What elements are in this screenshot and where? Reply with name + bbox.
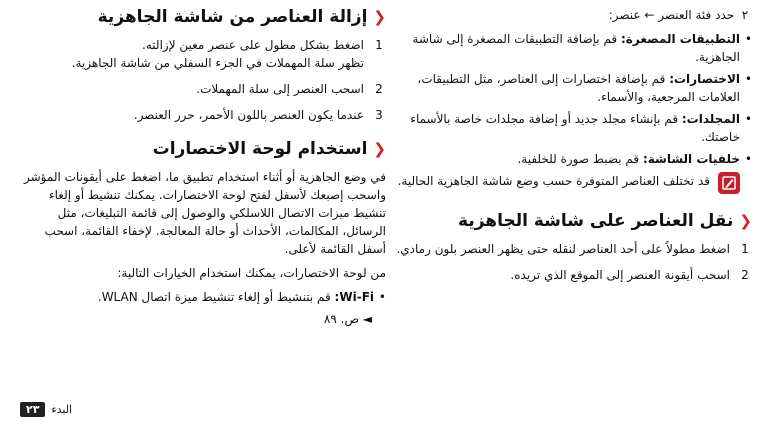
section-label: البدء <box>51 403 73 416</box>
page-number: ٢٣ <box>20 402 45 417</box>
list-item: • المجلدات: قم بإنشاء مجلد جديد أو إضافة مجلدات خاصة بالأسماء خاصتك. <box>392 110 740 146</box>
chevron-icon: ❮ <box>373 140 386 158</box>
chevron-icon: ❮ <box>739 212 752 230</box>
move-items-heading: ❮ نقل العناصر على شاشة الجاهزية <box>458 211 752 231</box>
remove-step: 1 اضغط بشكل مطول على عنصر معين لإزالته. <box>142 38 383 52</box>
select-category-instruction: ٢ حدد فئة العنصر ← عنصر: <box>392 6 752 24</box>
item-category-list <box>392 30 752 168</box>
step-number: ٢ <box>741 8 749 22</box>
remove-step-continued: تظهر سلة المهملات في الجزء السفلي من شاشة الجاهزية. <box>71 56 364 70</box>
list-item: • خلفيات الشاشة: قم بضبط صورة للخلفية. <box>392 150 740 168</box>
left-column <box>20 6 386 328</box>
shortcuts-panel-heading: ❮ استخدام لوحة الاختصارات <box>152 139 386 159</box>
list-item: • التطبيقات المصغرة: قم بإضافة التطبيقات المصغرة إلى شاشة الجاهزية. <box>392 30 740 66</box>
move-step: 2 اسحب أيقونة العنصر إلى الموقع الذي تريده. <box>510 268 749 282</box>
move-step: 1 اضغط مطولاً على أحد العناصر لنقله حتى يظهر العنصر بلون رمادي. <box>396 242 749 256</box>
remove-step: 2 اسحب العنصر إلى سلة المهملات. <box>196 82 383 96</box>
chevron-icon: ❮ <box>373 8 386 26</box>
list-item: • Wi-Fi: قم بتنشيط أو إلغاء تنشيط ميزة اتصال WLAN. <box>20 288 374 306</box>
shortcuts-description: في وضع الجاهزية أو أثناء استخدام تطبيق ما، اضغط على أيقونات المؤشر واسحب إصبعك لأسفل لفتح لوحة الاختصارات. يمكنك تنشيط أو إلغاء تنشيط ميزات الاتصال اللاسلكي والوصول إلى قائمة التبليغات، مثل الرسائل، المكالمات، الأحداث أو حالة المعالجة. لإخفاء القائمة، اسحب أسفل القائمة لأعلى. <box>24 170 386 256</box>
note-box: قد تختلف العناصر المتوفرة حسب وضع شاشة الجاهزية الحالية. <box>392 172 752 194</box>
right-column <box>392 6 752 292</box>
options-intro: من لوحة الاختصارات، يمكنك استخدام الخيارات التالية: <box>117 266 386 280</box>
list-item: • الاختصارات: قم بإضافة اختصارات إلى العناصر، مثل التطبيقات، العلامات المرجعية، والأسماء. <box>392 70 740 106</box>
page-reference: ◄ ص. ٨٩ <box>323 312 372 326</box>
options-list <box>20 288 386 306</box>
remove-step: 3 عندما يكون العنصر باللون الأحمر، حرر العنصر. <box>133 108 383 122</box>
page-footer <box>20 402 72 417</box>
remove-items-heading: ❮ إزالة العناصر من شاشة الجاهزية <box>97 7 386 27</box>
note-pencil-icon <box>718 172 740 194</box>
